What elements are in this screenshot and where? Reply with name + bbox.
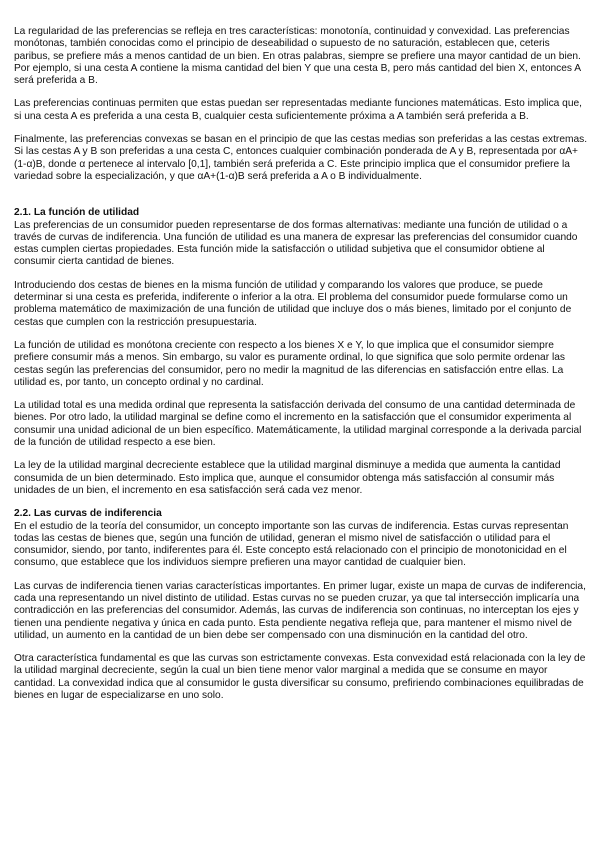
utility-paragraph: La utilidad total es una medida ordinal que representa la satisfacción derivada del consumo de una cantidad determinada de bienes. Por otro lado, la utilidad marginal se define como el incremento en la satisfacción que el consumidor experimenta al consumir una unidad adicional de un bien específico. Matemáticamente, la utilidad marginal corresponde a la derivada parcial de la función de utilidad respecto a ese bien. [14,400,582,449]
intro-paragraph-convexidad: Finalmente, las preferencias convexas se basan en el principio de que las cestas medias son preferidas a las cestas extremas. Si las cestas A y B son preferidas a una cesta C, entonces cualquier combinación ponderada de A y B, representada por αA+(1-α)B, donde α pertenece al intervalo [0,1], también será preferida a C. Este principio implica que el consumidor prefiere la variedad sobre la especialización, y que αA+(1-α)B será preferida a A o B individualmente. [14,134,588,182]
utility-paragraph: La función de utilidad es monótona creciente con respecto a los bienes X e Y, lo que implica que el consumidor siempre prefiere consumir más a menos. Sin embargo, su valor es puramente ordinal, lo que significa que solo permite ordenar las cestas según las preferencias del consumidor, pero no medir la magnitud de las diferencias en satisfacción entre ellas. La utilidad es, por tanto, un concepto ordinal y no cardinal. [14,339,565,388]
utility-paragraph: Las preferencias de un consumidor pueden representarse de dos formas alternativas: mediante una función de utilidad o a través de curvas de indiferencia. Una función de utilidad es una manera de expresar las preferencias del consumidor cuando estas cumplen ciertas propiedades. Esta función mide la satisfacción o utilidad subjetiva que el consumidor obtiene al consumir cierta cantidad de bienes. [14,219,578,268]
section-heading-indifference: 2.2. Las curvas de indiferencia [14,508,162,520]
intro-paragraph-continuidad: Las preferencias continuas permiten que estas puedan ser representadas mediante funciones matemáticas. Esto implica que, si una cesta A es preferida a una cesta B, cualquier cesta suficientemente próxima a A también será preferida a B. [14,98,582,122]
indifference-paragraph: Otra característica fundamental es que las curvas son estrictamente convexas. Esta convexidad está relacionada con la ley de la utilidad marginal decreciente, según la cual un bien tiene menor valor marginal a medida que se consume en mayor cantidad. La convexidad indica que al consumidor le gusta diversificar su consumo, prefiriendo combinaciones equilibradas de bienes en lugar de especializarse en uno solo. [14,653,586,702]
utility-paragraph: Introduciendo dos cestas de bienes en la misma función de utilidad y comparando los valores que produce, se puede determinar si una cesta es preferida, indiferente o inferior a la otra. El problema del consumidor puede formularse como un problema matemático de maximización de una función de utilidad que incluye dos o más bienes, limitado por el conjunto de cestas que cumplen con la restricción presupuestaria. [14,279,572,328]
utility-paragraph: La ley de la utilidad marginal decreciente establece que la utilidad marginal disminuye a medida que aumenta la cantidad consumida de un bien determinado. Esto implica que, aunque el consumidor obtenga más satisfacción al consumir más unidades de un bien, el incremento en esa satisfacción será cada vez menor. [14,460,561,496]
intro-paragraph-monotonia: La regularidad de las preferencias se refleja en tres características: monotonía, continuidad y convexidad. Las preferencias monótonas, también conocidas como el principio de deseabilidad o supuesto de no saturación, establecen que, ceteris paribus, se prefiere más a menos cantidad de un bien. En otras palabras, siempre se prefiere una mayor cantidad de un bien. Por ejemplo, si una cesta A contiene la misma cantidad del bien Y que una cesta B, pero más cantidad del bien X, entonces A será preferida a B. [14,26,581,87]
document-body [14,26,588,713]
section-indifference [14,508,588,702]
section-utility [14,207,588,497]
indifference-paragraph: En el estudio de la teoría del consumidor, un concepto importante son las curvas de indiferencia. Estas curvas representan todas las cestas de bienes que, según una función de utilidad, generan el mismo nivel de satisfacción o utilidad para el consumidor, siendo, por tanto, indiferentes para él. Este concepto está relacionado con el principio de monotonicidad en el consumo, que establece que los individuos siempre prefieren una mayor cantidad de cualquier bien. [14,520,569,569]
indifference-paragraph: Las curvas de indiferencia tienen varias características importantes. En primer lugar, existe un mapa de curvas de indiferencia, cada una representando un nivel distinto de utilidad. Estas curvas no se pueden cruzar, ya que tal intersección implicaría una contradicción en las preferencias del consumidor. Además, las curvas de indiferencia son continuas, no interceptan los ejes y tienen una pendiente negativa y única en cada punto. Esta pendiente negativa refleja que, para mantener el mismo nivel de utilidad, un aumento en la cantidad de un bien debe ser compensado con una disminución en la cantidad del otro. [14,580,586,641]
section-heading-utility: 2.1. La función de utilidad [14,207,140,219]
